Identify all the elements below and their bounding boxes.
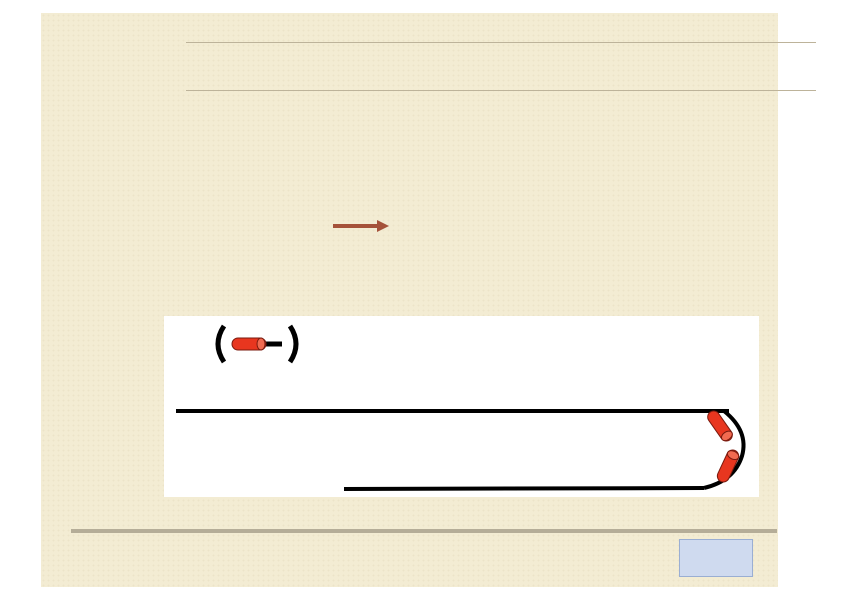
title-divider <box>186 90 816 91</box>
dcac-logo <box>679 539 753 577</box>
top-rule <box>186 42 816 43</box>
footer-divider <box>71 529 777 533</box>
arrow-right-icon <box>333 219 391 233</box>
polymer-chain-graphic <box>164 316 759 497</box>
polymer-figure <box>164 316 759 497</box>
slide <box>41 13 778 587</box>
